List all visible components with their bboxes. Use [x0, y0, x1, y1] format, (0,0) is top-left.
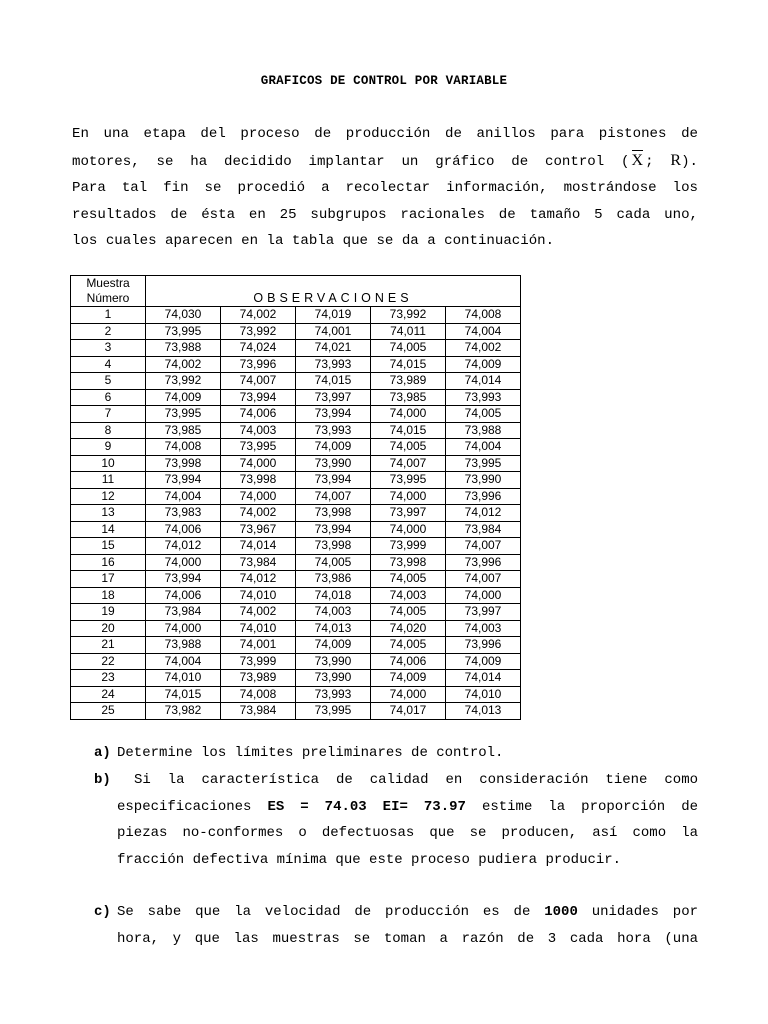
observation-cell: 74,018 — [296, 587, 371, 604]
observation-cell: 74,010 — [221, 587, 296, 604]
observation-cell: 74,008 — [146, 439, 221, 456]
observation-cell: 74,010 — [446, 686, 521, 703]
observation-cell: 74,019 — [296, 307, 371, 324]
sample-number-cell: 5 — [71, 373, 146, 390]
question-c — [94, 899, 698, 952]
observation-cell: 74,006 — [146, 587, 221, 604]
observation-cell: 73,988 — [146, 637, 221, 654]
sample-number-cell: 24 — [71, 686, 146, 703]
sample-number-cell: 15 — [71, 538, 146, 555]
sample-number-cell: 2 — [71, 323, 146, 340]
observation-cell: 73,998 — [371, 554, 446, 571]
observation-cell: 73,990 — [296, 455, 371, 472]
observation-cell: 74,004 — [146, 488, 221, 505]
observation-cell: 74,000 — [446, 587, 521, 604]
observation-cell: 73,988 — [446, 422, 521, 439]
observation-cell: 74,005 — [446, 406, 521, 423]
table-row — [71, 604, 521, 621]
observation-cell: 74,002 — [221, 505, 296, 522]
observation-cell: 73,985 — [371, 389, 446, 406]
sample-number-cell: 13 — [71, 505, 146, 522]
observation-cell: 74,008 — [446, 307, 521, 324]
observation-cell: 74,015 — [371, 422, 446, 439]
observation-cell: 74,005 — [371, 604, 446, 621]
table-row — [71, 686, 521, 703]
observation-cell: 73,997 — [446, 604, 521, 621]
table-row — [71, 488, 521, 505]
observation-cell: 74,020 — [371, 620, 446, 637]
header-muestra-line2: Número — [86, 291, 130, 305]
observation-cell: 74,005 — [371, 340, 446, 357]
observation-cell: 74,014 — [446, 373, 521, 390]
question-b-line-2-before: especificaciones — [117, 798, 252, 815]
observation-cell: 74,000 — [221, 455, 296, 472]
header-observaciones: OBSERVACIONES — [146, 276, 521, 307]
table-row — [71, 521, 521, 538]
observation-cell: 74,006 — [146, 521, 221, 538]
table-row — [71, 587, 521, 604]
observation-cell: 73,983 — [146, 505, 221, 522]
observation-cell: 73,992 — [221, 323, 296, 340]
observation-cell: 73,995 — [221, 439, 296, 456]
sample-number-cell: 21 — [71, 637, 146, 654]
sample-number-cell: 23 — [71, 670, 146, 687]
table-row — [71, 422, 521, 439]
observation-cell: 73,995 — [146, 406, 221, 423]
observation-cell: 73,986 — [296, 571, 371, 588]
observation-cell: 74,009 — [146, 389, 221, 406]
observation-cell: 74,003 — [371, 587, 446, 604]
observation-cell: 73,993 — [296, 422, 371, 439]
sample-number-cell: 12 — [71, 488, 146, 505]
observation-cell: 73,994 — [296, 472, 371, 489]
observation-cell: 73,998 — [296, 505, 371, 522]
question-c-line-2: hora, y que las muestras se toman a razón de 3 cada hora (una — [117, 930, 698, 947]
observation-cell: 73,999 — [221, 653, 296, 670]
observation-cell: 73,997 — [371, 505, 446, 522]
sample-number-cell: 10 — [71, 455, 146, 472]
observation-cell: 74,006 — [371, 653, 446, 670]
intro-line-2-end: ). — [681, 153, 698, 170]
observation-cell: 74,000 — [146, 620, 221, 637]
production-rate-value: 1000 — [544, 904, 578, 920]
observation-cell: 73,990 — [446, 472, 521, 489]
observation-cell: 73,994 — [221, 389, 296, 406]
question-b-line-1-text: Si la característica de calidad en consideración tiene como — [133, 772, 698, 788]
observation-cell: 74,012 — [146, 538, 221, 555]
observation-cell: 74,015 — [296, 373, 371, 390]
intro-line-2 — [72, 148, 698, 176]
table-row — [71, 373, 521, 390]
sample-number-cell: 18 — [71, 587, 146, 604]
observation-cell: 74,008 — [221, 686, 296, 703]
question-c-line-1-before: Se sabe que la velocidad de producción es de — [117, 904, 531, 920]
sample-number-cell: 14 — [71, 521, 146, 538]
observation-cell: 73,996 — [221, 356, 296, 373]
question-b-line-4: fracción defectiva mínima que este proceso pudiera producir. — [117, 851, 622, 868]
observation-cell: 74,006 — [221, 406, 296, 423]
observation-cell: 73,995 — [371, 472, 446, 489]
sample-number-cell: 7 — [71, 406, 146, 423]
table-row — [71, 340, 521, 357]
table-row — [71, 389, 521, 406]
observation-cell: 74,010 — [146, 670, 221, 687]
table-row — [71, 455, 521, 472]
sample-number-cell: 11 — [71, 472, 146, 489]
table-row — [71, 703, 521, 720]
observation-cell: 74,000 — [371, 488, 446, 505]
sample-number-cell: 20 — [71, 620, 146, 637]
observation-cell: 74,012 — [446, 505, 521, 522]
observation-cell: 74,001 — [296, 323, 371, 340]
specifications-value: ES = 74.03 EI= 73.97 — [267, 798, 466, 815]
sample-number-cell: 17 — [71, 571, 146, 588]
header-muestra — [71, 276, 146, 307]
table-row — [71, 637, 521, 654]
observation-cell: 74,009 — [371, 670, 446, 687]
sample-number-cell: 8 — [71, 422, 146, 439]
observation-cell: 73,993 — [296, 356, 371, 373]
sample-number-cell: 4 — [71, 356, 146, 373]
observation-cell: 74,021 — [296, 340, 371, 357]
observation-cell: 74,002 — [446, 340, 521, 357]
observation-cell: 74,009 — [446, 653, 521, 670]
table-row — [71, 538, 521, 555]
observation-cell: 73,990 — [296, 670, 371, 687]
observation-cell: 73,994 — [296, 406, 371, 423]
observation-cell: 73,994 — [296, 521, 371, 538]
observation-cell: 73,984 — [221, 554, 296, 571]
observation-cell: 74,002 — [221, 604, 296, 621]
table-row — [71, 505, 521, 522]
observation-cell: 74,000 — [146, 554, 221, 571]
r-symbol: R — [670, 151, 682, 169]
observation-cell: 73,967 — [221, 521, 296, 538]
question-c-line-1 — [117, 899, 698, 926]
observation-cell: 74,002 — [146, 356, 221, 373]
observations-table — [70, 275, 521, 720]
question-c-line-1-after: unidades por — [591, 904, 698, 920]
question-b-line-2 — [117, 794, 698, 821]
observation-cell: 73,992 — [146, 373, 221, 390]
question-a — [94, 740, 698, 767]
table-row — [71, 554, 521, 571]
observation-cell: 74,001 — [221, 637, 296, 654]
observation-cell: 74,003 — [296, 604, 371, 621]
observation-cell: 73,994 — [146, 571, 221, 588]
sample-number-cell: 19 — [71, 604, 146, 621]
table-row — [71, 653, 521, 670]
question-b-line-2-after: estime la proporción de — [481, 798, 699, 815]
observation-cell: 74,009 — [446, 356, 521, 373]
sample-number-cell: 3 — [71, 340, 146, 357]
table-row — [71, 439, 521, 456]
observation-cell: 73,998 — [221, 472, 296, 489]
observation-cell: 74,004 — [146, 653, 221, 670]
observation-cell: 74,005 — [371, 637, 446, 654]
observation-cell: 74,007 — [296, 488, 371, 505]
observation-cell: 73,982 — [146, 703, 221, 720]
observation-cell: 74,015 — [146, 686, 221, 703]
question-b-line-1 — [117, 767, 698, 794]
observation-cell: 74,000 — [371, 406, 446, 423]
observation-cell: 74,010 — [221, 620, 296, 637]
observation-cell: 73,984 — [221, 703, 296, 720]
table-row — [71, 356, 521, 373]
observation-cell: 73,993 — [446, 389, 521, 406]
observation-cell: 73,985 — [146, 422, 221, 439]
observation-cell: 74,000 — [221, 488, 296, 505]
observation-cell: 73,998 — [146, 455, 221, 472]
table-row — [71, 571, 521, 588]
x-bar-symbol: X — [630, 148, 646, 175]
question-a-text: Determine los límites preliminares de control. — [117, 745, 504, 761]
observation-cell: 74,011 — [371, 323, 446, 340]
observation-cell: 74,014 — [221, 538, 296, 555]
observation-cell: 73,988 — [146, 340, 221, 357]
observation-cell: 74,009 — [296, 637, 371, 654]
intro-line-3: Para tal fin se procedió a recolectar información, mostrándose los — [72, 180, 698, 196]
observation-cell: 73,996 — [446, 637, 521, 654]
intro-paragraph — [72, 121, 698, 255]
observation-cell: 73,984 — [446, 521, 521, 538]
intro-line-4: resultados de ésta en 25 subgrupos racionales de tamaño 5 cada uno, — [72, 206, 698, 223]
observation-cell: 74,005 — [371, 439, 446, 456]
observation-cell: 73,997 — [296, 389, 371, 406]
question-c-label: c) — [94, 904, 111, 920]
observation-cell: 74,005 — [296, 554, 371, 571]
observation-cell: 73,999 — [371, 538, 446, 555]
observation-cell: 73,990 — [296, 653, 371, 670]
intro-line-1: En una etapa del proceso de producción de anillos para pistones de — [72, 126, 698, 142]
observation-cell: 73,995 — [446, 455, 521, 472]
observation-cell: 73,989 — [221, 670, 296, 687]
table-row — [71, 323, 521, 340]
observation-cell: 74,030 — [146, 307, 221, 324]
observation-cell: 73,995 — [146, 323, 221, 340]
observation-cell: 73,995 — [296, 703, 371, 720]
observation-cell: 74,007 — [221, 373, 296, 390]
question-b — [94, 767, 698, 873]
observation-cell: 73,989 — [371, 373, 446, 390]
table-row — [71, 670, 521, 687]
sample-number-cell: 6 — [71, 389, 146, 406]
observation-cell: 74,015 — [371, 356, 446, 373]
observation-cell: 74,003 — [221, 422, 296, 439]
observation-cell: 74,007 — [446, 571, 521, 588]
observation-cell: 74,024 — [221, 340, 296, 357]
table-row — [71, 307, 521, 324]
sample-number-cell: 16 — [71, 554, 146, 571]
observation-cell: 73,996 — [446, 554, 521, 571]
observation-cell: 73,998 — [296, 538, 371, 555]
question-b-label: b) — [94, 772, 111, 788]
table-row — [71, 472, 521, 489]
observations-body — [71, 307, 521, 720]
question-a-label: a) — [94, 745, 111, 761]
observation-cell: 74,004 — [446, 439, 521, 456]
observation-cell: 74,007 — [371, 455, 446, 472]
observation-cell: 74,012 — [221, 571, 296, 588]
observation-cell: 74,013 — [446, 703, 521, 720]
observation-cell: 73,994 — [146, 472, 221, 489]
observation-cell: 73,993 — [296, 686, 371, 703]
observation-cell: 74,000 — [371, 521, 446, 538]
observation-cell: 74,014 — [446, 670, 521, 687]
document-title: GRAFICOS DE CONTROL POR VARIABLE — [260, 74, 508, 88]
observation-cell: 74,004 — [446, 323, 521, 340]
sample-number-cell: 25 — [71, 703, 146, 720]
observation-cell: 74,017 — [371, 703, 446, 720]
observation-cell: 73,992 — [371, 307, 446, 324]
observation-cell: 74,009 — [296, 439, 371, 456]
observation-cell: 74,005 — [371, 571, 446, 588]
table-row — [71, 406, 521, 423]
observation-cell: 74,007 — [446, 538, 521, 555]
observation-cell: 73,984 — [146, 604, 221, 621]
intro-line-5: los cuales aparecen en la tabla que se da a continuación. — [72, 233, 555, 249]
header-muestra-line1: Muestra — [86, 276, 130, 290]
observation-cell: 74,013 — [296, 620, 371, 637]
question-b-line-3: piezas no-conformes o defectuosas que se producen, así como la — [117, 825, 698, 841]
sample-number-cell: 1 — [71, 307, 146, 324]
observation-cell: 74,000 — [371, 686, 446, 703]
intro-line-2-text: motores, se ha decidido implantar un gráfico de control ( — [72, 153, 630, 170]
observation-cell: 74,003 — [446, 620, 521, 637]
table-row — [71, 620, 521, 637]
sample-number-cell: 9 — [71, 439, 146, 456]
symbol-separator: ; — [645, 153, 654, 170]
observation-cell: 74,002 — [221, 307, 296, 324]
observation-cell: 73,996 — [446, 488, 521, 505]
sample-number-cell: 22 — [71, 653, 146, 670]
